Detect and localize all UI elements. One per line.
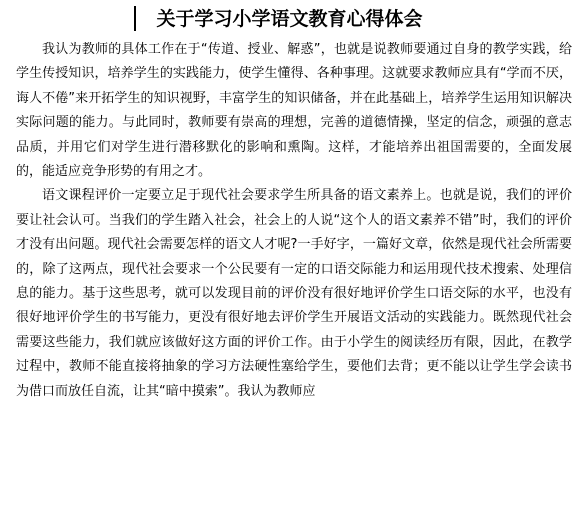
- document-title: 关于学习小学语文教育心得体会: [156, 8, 423, 30]
- document-body: [16, 38, 572, 404]
- paragraph-2: 语文课程评价一定要立足于现代社会要求学生所具备的语文素养上。也就是说，我们的评价要让社会认可。当我们的学生踏入社会，社会上的人说“这个人的语文素养不错”时，我们的评价才没有出问题。现代社会需要怎样的语文人才呢?一手好字，一篇好文章，依然是现代社会所需要的，除了这两点，现代社会要求一个公民要有一定的口语交际能力和运用现代技术搜索、处理信息的能力。基于这些思考，就可以发现目前的评价没有很好地评价学生口语交际的水平，也没有很好地评价学生的书写能力，更没有很好地去评价学生开展语文活动的实践能力。既然现代社会需要这些能力，我们就应该做好这方面的评价工作。由于小学生的阅读经历有限，因此，在教学过程中，教师不能直接将抽象的学习方法硬性塞给学生，要他们去背；更不能以让学生学会读书为借口而放任自流，让其“暗中摸索”。我认为教师应: [16, 188, 572, 399]
- paragraph-1: 我认为教师的具体工作在于“传道、授业、解惑”，也就是说教师要通过自身的教学实践，给学生传授知识，培养学生的实践能力，使学生懂得、各种事理。这就要求教师应具有“学而不厌，诲人不倦”来开拓学生的知识视野，丰富学生的知识储备，并在此基础上，培养学生运用知识解决实际问题的能力。与此同时，教师要有崇高的理想，完善的道德情操，坚定的信念，顽强的意志品质，并用它们对学生进行潜移默化的影响和熏陶。这样，才能培养出祖国需要的，全面发展的，能适应竞争形势的有用之才。: [16, 42, 572, 180]
